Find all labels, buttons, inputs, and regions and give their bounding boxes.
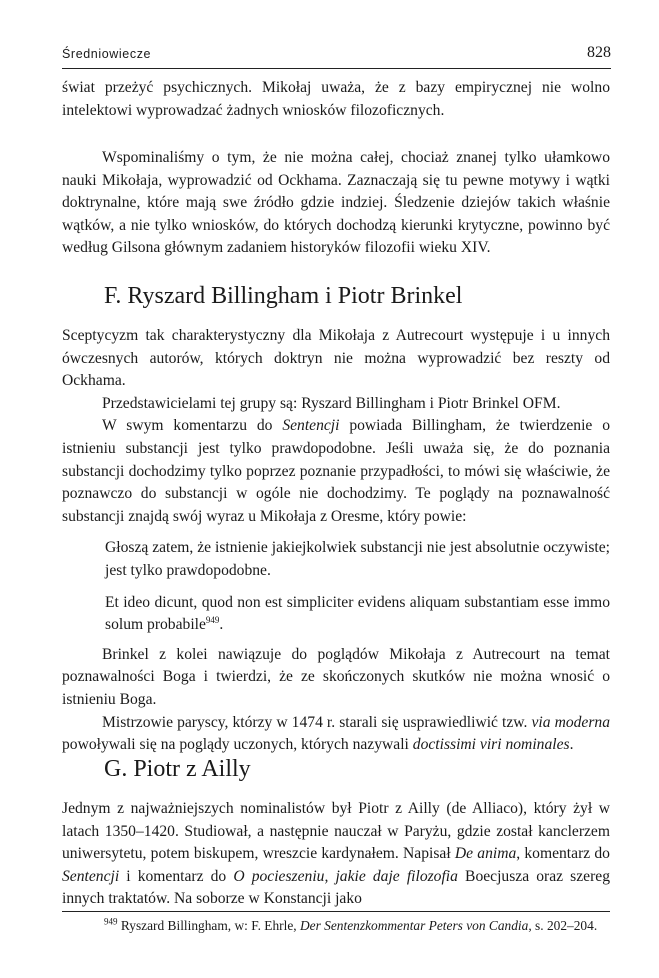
g-italic-o-pocieszeniu: O pocieszeniu, jakie daje filozofia xyxy=(233,867,458,885)
section-g-paragraph-1 xyxy=(62,798,610,911)
g-text-b: , komentarz do xyxy=(516,845,610,863)
page-number: 828 xyxy=(587,44,611,61)
section-f-heading: F. Ryszard Billingham i Piotr Brinkel xyxy=(104,283,463,309)
intro-block xyxy=(62,77,610,122)
section-g-body xyxy=(62,798,610,911)
quote-latin-text: Et ideo dicunt, quod non est simpliciter evidens aliquam substantiam esse immo solum probabile xyxy=(105,593,610,634)
p5-italic-via-moderna: via moderna xyxy=(531,713,611,731)
section-f-paragraph-3 xyxy=(62,415,610,528)
g-italic-sentencji: Sentencji xyxy=(62,867,120,885)
section-f-paragraph-4: Brinkel z kolei nawiązuje do poglądów Mikołaja z Autrecourt na temat poznawalności Boga i twierdzi, że ze skończonych skutków nie można wnosić o istnieniu Boga. xyxy=(62,645,610,708)
footnote-ref-949[interactable]: 949 xyxy=(205,614,220,625)
footnote-text-before: Ryszard Billingham, w: F. Ehrle, xyxy=(117,918,300,933)
footnote-italic-title: Der Sentenzkommentar Peters von Candia xyxy=(300,918,529,933)
footnote-divider xyxy=(62,911,610,912)
quote-polish: Głoszą zatem, że istnienie jakiejkolwiek substancji nie jest absolutnie oczywiste; jest tylko prawdopodobne. xyxy=(105,539,610,579)
section-g-heading: G. Piotr z Ailly xyxy=(104,756,251,782)
g-text-c: i komentarz do xyxy=(119,867,234,885)
p3-text-before: W swym komentarzu do xyxy=(102,417,283,435)
g-italic-de-anima: De anima xyxy=(454,845,517,863)
section-f-paragraph-2: Przedstawicielami tej grupy są: Ryszard Billingham i Piotr Brinkel OFM. xyxy=(102,394,561,412)
p5-text-before: Mistrzowie paryscy, którzy w 1474 r. starali się usprawiedliwić tzw. xyxy=(102,713,532,731)
paragraph-ockham: Wspominaliśmy o tym, że nie można całej, chociaż znanej tylko ułamkowo nauki Mikołaja, wyprowadzić od Ockhama. Zaznaczają się tu pewne motywy i wątki doktrynalne, które mają swe źródło gdzie indziej. Śledzenie dziejów takich właśnie wątków, a nie tylko wniosków, do których dochodzą kierunki krytyczne, powinno być według Gilsona głównym zadaniem historyków filozofii wieku XIV. xyxy=(62,149,610,257)
p5-text-middle: powoływali się na poglądy uczonych, których nazywali xyxy=(62,736,413,754)
running-head-title: Średniowiecze xyxy=(62,47,152,61)
g-text-d: Boecjusza oraz szereg innych traktatów. Na soborze w Konstancji jako xyxy=(62,867,610,908)
section-f-paragraph-5 xyxy=(62,712,610,757)
p5-italic-doctissimi: doctissimi viri nominales xyxy=(412,736,570,754)
g-text-a: Jednym z najważniejszych nominalistów był Piotr z Ailly (de Alliaco), który żył w latach 1350–1420. Studiował, a następnie nauczał w Paryżu, gdzie został kanclerzem uniwersytetu, potem biskupem, wreszcie kardynałem. Napisał xyxy=(62,800,610,863)
section-f-paragraph-1: Sceptycyzm tak charakterystyczny dla Mikołaja z Autrecourt występuje i u innych ówczesnych autorów, których doktryn nie można wyprowadzić bez reszty od Ockhama. xyxy=(62,327,610,390)
p3-text-after: powiada Billingham, że twierdzenie o istnieniu substancji jest tylko prawdopodobne. Jeśli uważa się, że do poznania substancji dochodzimy tylko poprzez poznanie przypadłości, to mówi się właściwie, że poznawczo do substancji w ogóle nie dochodzimy. Te poglądy na poznawalność substancji znajdą swój wyraz u Mikołaja z Oresme, który powie: xyxy=(62,417,610,525)
footnote-949 xyxy=(104,918,597,934)
footnote-text-after: , s. 202–204. xyxy=(528,918,598,933)
p3-italic-sentencji: Sentencji xyxy=(282,417,340,435)
running-head xyxy=(62,44,611,69)
p5-text-after: . xyxy=(569,736,574,754)
intro-paragraph: świat przeżyć psychicznych. Mikołaj uważa, że z bazy empirycznej nie wolno intelektowi wyprowadzać żadnych wniosków filozoficznych. xyxy=(62,79,610,119)
ockham-block xyxy=(62,147,610,260)
quote-latin: Et ideo dicunt, quod non est simpliciter evidens aliquam substantiam esse immo solum probabile$^{949}$. xyxy=(105,593,610,634)
section-f-body xyxy=(62,325,610,757)
footnote-number: 949 xyxy=(104,916,118,927)
